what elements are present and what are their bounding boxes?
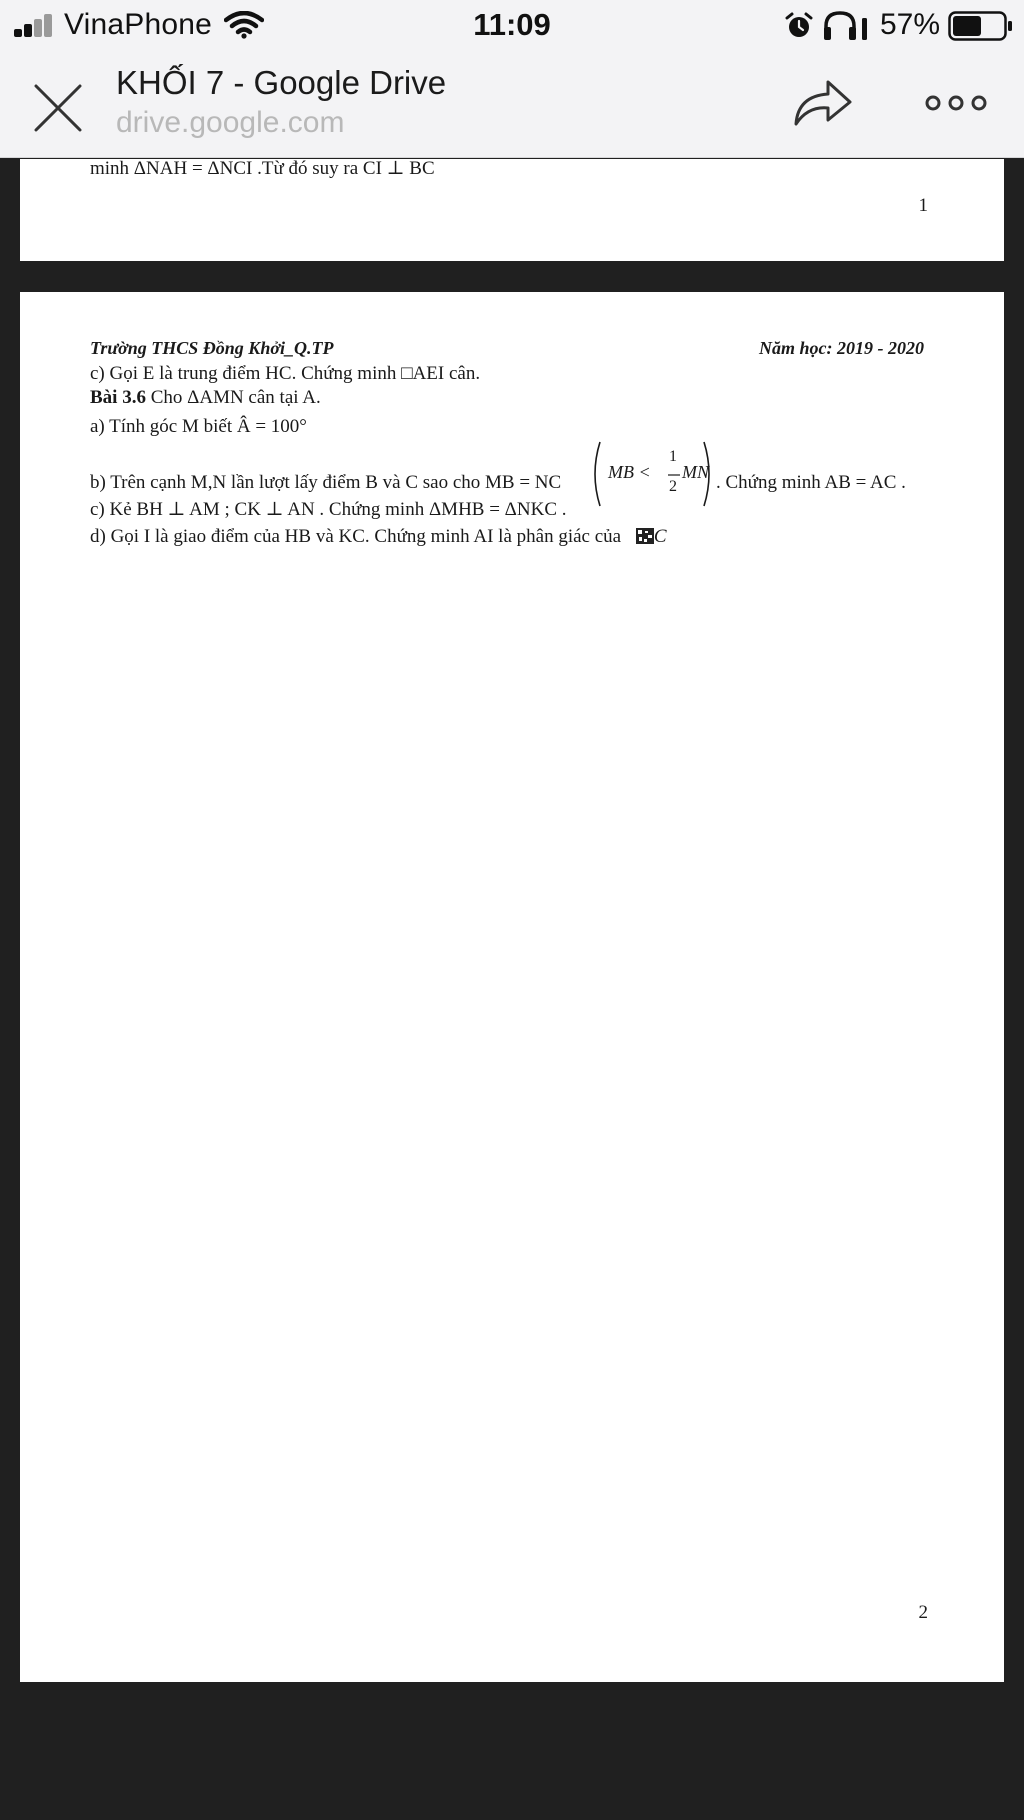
- page-title: KHỐI 7 - Google Drive: [116, 64, 447, 101]
- page1-last-line: minh ΔNAH = ΔNCI .Từ đó suy ra CI ⊥ BC: [90, 159, 435, 179]
- close-button[interactable]: [28, 78, 88, 138]
- document-viewer[interactable]: [0, 159, 1024, 1820]
- exercise-line-c-prev: c) Gọi E là trung điểm HC. Chứng minh □AEI cân.: [90, 363, 481, 384]
- fraction-right: MN: [682, 462, 709, 482]
- exercise-part-a: a) Tính góc M biết Â = 100°: [90, 416, 307, 437]
- fraction-numerator: 1: [669, 448, 677, 465]
- share-icon: [796, 82, 850, 124]
- fraction-denominator: 2: [669, 478, 677, 495]
- battery-icon: [948, 11, 1014, 41]
- battery-percent: 57%: [880, 8, 941, 41]
- exercise-number: Bài 3.6: [90, 387, 146, 408]
- part-b-text-end: . Chứng minh AB = AC .: [716, 472, 906, 493]
- status-bar: [0, 0, 1024, 52]
- school-year-header: Năm học: 2019 - 2020: [759, 338, 924, 358]
- fraction-left: MB <: [608, 462, 651, 482]
- page-number-2: 2: [918, 1602, 928, 1623]
- alarm-icon: [784, 11, 814, 41]
- exercise-part-c: c) Kẻ BH ⊥ AM ; CK ⊥ AN . Chứng minh ΔMHB = ΔNKC .: [90, 499, 567, 520]
- exercise-part-d: [90, 526, 667, 548]
- more-button[interactable]: [924, 88, 988, 118]
- part-d-text: d) Gọi I là giao điểm của HB và KC. Chứng minh AI là phân giác của: [90, 526, 626, 547]
- school-header: Trường THCS Đồng Khởi_Q.TP: [90, 338, 334, 358]
- document-page-2: [20, 292, 1004, 1682]
- share-button[interactable]: [792, 76, 854, 128]
- exercise-title: [90, 387, 321, 409]
- more-icon: [927, 97, 985, 109]
- part-d-angle-tail: C: [653, 526, 667, 547]
- exercise-part-b: [90, 472, 561, 494]
- page-number-1: 1: [918, 195, 928, 216]
- document-page-1: [20, 159, 1004, 261]
- page-url: drive.google.com: [116, 106, 345, 139]
- close-icon: [36, 86, 80, 130]
- carrier-name: VinaPhone: [64, 8, 213, 41]
- browser-header: [0, 52, 1024, 158]
- exercise-statement: Cho ΔAMN cân tại A.: [145, 387, 321, 408]
- part-b-text-start: b) Trên cạnh M,N lần lượt lấy điểm B và C sao cho MB = NC: [90, 472, 562, 493]
- clock-time: 11:09: [473, 7, 551, 42]
- broken-equation-image-icon: [636, 528, 654, 544]
- fraction-condition: [590, 438, 714, 510]
- headphones-icon: [822, 10, 870, 42]
